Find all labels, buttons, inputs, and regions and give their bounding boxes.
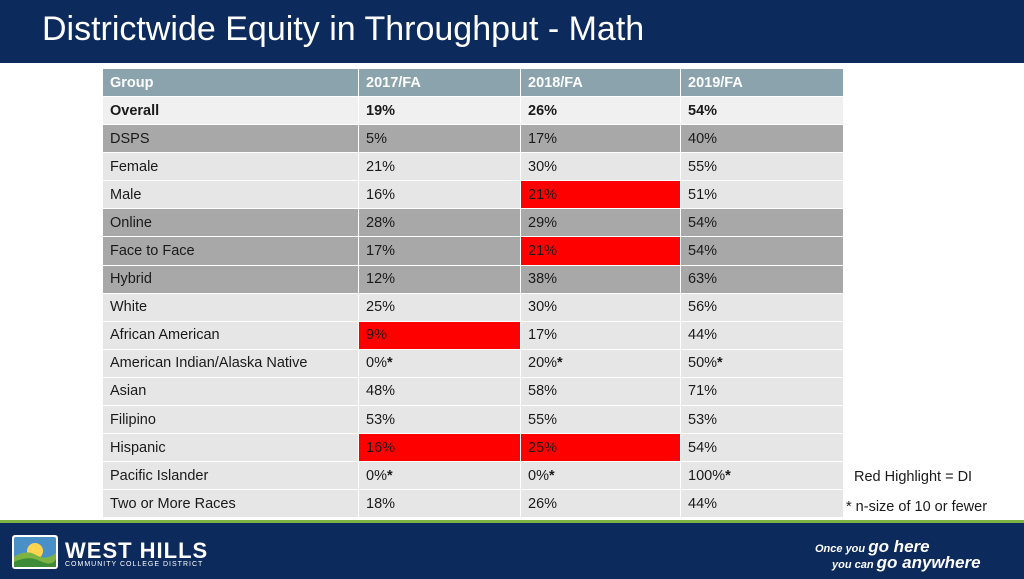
group-cell bbox=[103, 434, 359, 462]
rate-value: 44% bbox=[688, 327, 718, 344]
slide-title: Districtwide Equity in Throughput - Math bbox=[42, 10, 645, 48]
column-header-2019: 2019/FA bbox=[681, 69, 844, 97]
rate-value: 56% bbox=[688, 299, 718, 316]
rate-value: 38% bbox=[528, 271, 558, 288]
rate-cell-2019 bbox=[681, 349, 844, 377]
rate-cell-2019 bbox=[681, 181, 844, 209]
group-label: Two or More Races bbox=[110, 495, 236, 512]
rate-cell-2019 bbox=[681, 265, 844, 293]
rate-cell-2018 bbox=[521, 462, 681, 490]
rate-cell-2018 bbox=[521, 406, 681, 434]
group-label: Male bbox=[110, 186, 142, 203]
rate-cell-2018 bbox=[521, 434, 681, 462]
rate-cell-2017 bbox=[359, 349, 521, 377]
table-row bbox=[103, 293, 844, 321]
rate-cell-2018 bbox=[521, 265, 681, 293]
rate-value: 71% bbox=[688, 383, 718, 400]
rate-cell-2018 bbox=[521, 321, 681, 349]
rate-cell-2018 bbox=[521, 125, 681, 153]
table-row bbox=[103, 97, 844, 125]
rate-value: 21% bbox=[366, 158, 396, 175]
rate-cell-2017 bbox=[359, 377, 521, 405]
rate-cell-2017 bbox=[359, 125, 521, 153]
tagline-big-2: go anywhere bbox=[876, 553, 981, 572]
rate-cell-2017 bbox=[359, 181, 521, 209]
group-cell bbox=[103, 293, 359, 321]
rate-value: 30% bbox=[528, 158, 558, 175]
rate-value: 54% bbox=[688, 214, 718, 231]
rate-value: 100% bbox=[688, 467, 726, 484]
rate-value: 17% bbox=[366, 243, 396, 260]
table-row bbox=[103, 153, 844, 181]
rate-value: 54% bbox=[688, 243, 718, 260]
rate-value: 58% bbox=[528, 383, 558, 400]
table-row bbox=[103, 490, 844, 518]
group-label: Hybrid bbox=[110, 271, 152, 288]
rate-cell-2019 bbox=[681, 209, 844, 237]
rate-value: 40% bbox=[688, 130, 718, 147]
rate-cell-2019 bbox=[681, 153, 844, 181]
table-row bbox=[103, 377, 844, 405]
rate-value: 54% bbox=[688, 102, 718, 119]
rate-value: 21% bbox=[528, 186, 558, 203]
rate-value: 63% bbox=[688, 271, 718, 288]
rate-value: 26% bbox=[528, 102, 558, 119]
group-cell bbox=[103, 209, 359, 237]
table-row bbox=[103, 406, 844, 434]
rate-value: 0% bbox=[528, 467, 549, 484]
rate-value: 51% bbox=[688, 186, 718, 203]
rate-value: 0% bbox=[366, 467, 387, 484]
rate-value: 50% bbox=[688, 355, 718, 372]
rate-cell-2018 bbox=[521, 293, 681, 321]
rate-value: 54% bbox=[688, 439, 718, 456]
rate-value: 55% bbox=[688, 158, 718, 175]
rate-value: 21% bbox=[528, 243, 558, 260]
rate-cell-2018 bbox=[521, 377, 681, 405]
table-row bbox=[103, 209, 844, 237]
rate-value: 5% bbox=[366, 130, 387, 147]
nsize-note: * n-size of 10 or fewer bbox=[846, 499, 988, 515]
rate-cell-2017 bbox=[359, 293, 521, 321]
group-cell bbox=[103, 321, 359, 349]
rate-value: 30% bbox=[528, 299, 558, 316]
rate-cell-2019 bbox=[681, 434, 844, 462]
group-cell bbox=[103, 153, 359, 181]
column-header-2018: 2018/FA bbox=[521, 69, 681, 97]
small-n-marker: * bbox=[386, 467, 393, 484]
rate-value: 53% bbox=[688, 411, 718, 428]
rate-value: 26% bbox=[528, 495, 558, 512]
group-cell bbox=[103, 125, 359, 153]
rate-cell-2019 bbox=[681, 321, 844, 349]
rate-value: 29% bbox=[528, 214, 558, 231]
rate-cell-2018 bbox=[521, 209, 681, 237]
table-row bbox=[103, 434, 844, 462]
table-row bbox=[103, 181, 844, 209]
rate-cell-2018 bbox=[521, 181, 681, 209]
small-n-marker: * bbox=[386, 355, 393, 372]
group-label: American Indian/Alaska Native bbox=[110, 355, 308, 372]
table-row bbox=[103, 125, 844, 153]
group-cell bbox=[103, 181, 359, 209]
small-n-marker: * bbox=[557, 355, 563, 372]
rate-value: 53% bbox=[366, 411, 396, 428]
rate-cell-2018 bbox=[521, 349, 681, 377]
title-bar bbox=[0, 0, 1024, 63]
rate-cell-2017 bbox=[359, 434, 521, 462]
rate-cell-2019 bbox=[681, 125, 844, 153]
table-row bbox=[103, 237, 844, 265]
column-header-2017: 2017/FA bbox=[359, 69, 521, 97]
rate-cell-2018 bbox=[521, 153, 681, 181]
group-cell bbox=[103, 462, 359, 490]
equity-table-container bbox=[102, 68, 843, 518]
rate-value: 16% bbox=[366, 439, 396, 456]
rate-value: 28% bbox=[366, 214, 396, 231]
small-n-marker: * bbox=[725, 467, 731, 484]
small-n-marker: * bbox=[717, 355, 723, 372]
group-cell bbox=[103, 406, 359, 434]
group-label: Asian bbox=[110, 383, 147, 400]
rate-value: 0% bbox=[366, 355, 387, 372]
rate-value: 48% bbox=[366, 383, 396, 400]
west-hills-logo-icon bbox=[12, 535, 58, 569]
rate-cell-2017 bbox=[359, 237, 521, 265]
equity-table bbox=[102, 68, 844, 518]
rate-value: 44% bbox=[688, 495, 718, 512]
group-cell bbox=[103, 349, 359, 377]
group-label: Filipino bbox=[110, 411, 156, 428]
rate-value: 25% bbox=[366, 299, 396, 316]
footer-bar bbox=[0, 520, 1024, 579]
group-label: DSPS bbox=[110, 130, 150, 147]
rate-cell-2019 bbox=[681, 293, 844, 321]
table-row bbox=[103, 462, 844, 490]
group-cell bbox=[103, 377, 359, 405]
rate-value: 25% bbox=[528, 439, 558, 456]
group-label: Face to Face bbox=[110, 243, 195, 260]
rate-value: 12% bbox=[366, 271, 396, 288]
rate-cell-2017 bbox=[359, 406, 521, 434]
tagline-small-1: Once you bbox=[815, 543, 866, 555]
table-header-row bbox=[103, 69, 844, 97]
rate-cell-2019 bbox=[681, 462, 844, 490]
rate-cell-2017 bbox=[359, 265, 521, 293]
rate-cell-2017 bbox=[359, 321, 521, 349]
rate-cell-2018 bbox=[521, 237, 681, 265]
rate-cell-2019 bbox=[681, 237, 844, 265]
group-label: Hispanic bbox=[110, 439, 166, 456]
table-row bbox=[103, 265, 844, 293]
rate-cell-2017 bbox=[359, 209, 521, 237]
group-label: Online bbox=[110, 214, 152, 231]
group-label: Female bbox=[110, 158, 159, 175]
rate-cell-2017 bbox=[359, 153, 521, 181]
rate-value: 20% bbox=[528, 355, 558, 372]
rate-value: 18% bbox=[366, 495, 396, 512]
tagline-line-2 bbox=[832, 553, 981, 573]
rate-cell-2019 bbox=[681, 377, 844, 405]
rate-cell-2017 bbox=[359, 490, 521, 518]
group-label: African American bbox=[110, 327, 220, 344]
group-cell bbox=[103, 490, 359, 518]
group-label: Pacific Islander bbox=[110, 467, 209, 484]
rate-value: 16% bbox=[366, 186, 396, 203]
rate-cell-2017 bbox=[359, 97, 521, 125]
logo-name: WEST HILLS bbox=[65, 538, 209, 563]
group-cell bbox=[103, 265, 359, 293]
column-header-group: Group bbox=[103, 69, 359, 97]
small-n-marker: * bbox=[548, 467, 555, 484]
rate-cell-2019 bbox=[681, 97, 844, 125]
group-cell bbox=[103, 97, 359, 125]
rate-value: 55% bbox=[528, 411, 558, 428]
rate-cell-2019 bbox=[681, 490, 844, 518]
logo-subtitle: COMMUNITY COLLEGE DISTRICT bbox=[65, 561, 204, 568]
rate-value: 19% bbox=[366, 102, 396, 119]
table-body bbox=[103, 97, 844, 518]
tagline-big-1: go here bbox=[868, 537, 930, 556]
group-label: White bbox=[110, 299, 148, 316]
rate-value: 17% bbox=[528, 327, 558, 344]
rate-value: 17% bbox=[528, 130, 558, 147]
group-cell bbox=[103, 237, 359, 265]
rate-cell-2019 bbox=[681, 406, 844, 434]
table-row bbox=[103, 349, 844, 377]
rate-cell-2017 bbox=[359, 462, 521, 490]
rate-cell-2018 bbox=[521, 97, 681, 125]
group-label: Overall bbox=[110, 102, 160, 119]
rate-value: 9% bbox=[366, 327, 387, 344]
tagline-small-2: you can bbox=[832, 559, 874, 571]
rate-cell-2018 bbox=[521, 490, 681, 518]
table-row bbox=[103, 321, 844, 349]
di-legend-note: Red Highlight = DI bbox=[854, 469, 973, 485]
